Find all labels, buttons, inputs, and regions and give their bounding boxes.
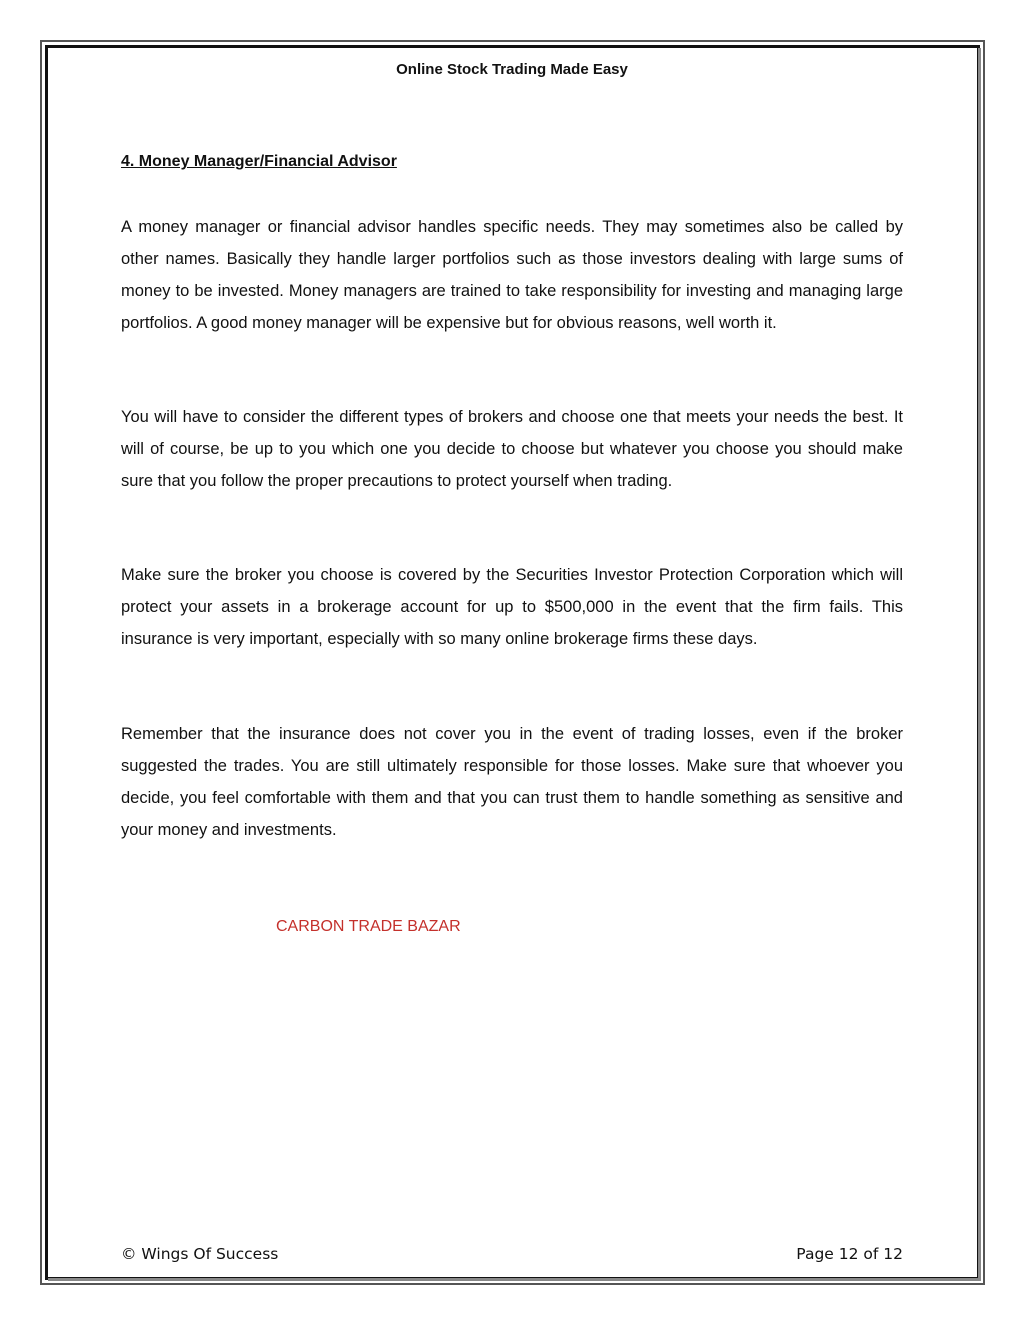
section-heading: 4. Money Manager/Financial Advisor <box>121 153 397 170</box>
body-paragraph: A money manager or financial advisor handles specific needs. They may sometimes also be called by other names. Basically they handle larger portfolios such as those investors dealing with large sums of money to be invested. Money managers are trained to take responsibility for investing and managing large portfolios. A good money manager will be expensive but for obvious reasons, well worth it. <box>121 218 903 332</box>
body-paragraph: Make sure the broker you choose is covered by the Securities Investor Protection Corporation which will protect your assets in a brokerage account for up to $500,000 in the event that the firm fails. This insurance is very important, especially with so many online brokerage firms these days. <box>121 566 903 648</box>
running-header: Online Stock Trading Made Easy <box>396 61 628 78</box>
footer-page-number: Page 12 of 12 <box>796 1245 903 1263</box>
body-paragraph: Remember that the insurance does not cover you in the event of trading losses, even if the broker suggested the trades. You are still ultimately responsible for those losses. Make sure that whoever you decide, you feel comfortable with them and that you can trust them to handle something as sensitive and your money and investments. <box>121 725 903 839</box>
body-paragraph: You will have to consider the different types of brokers and choose one that meets your needs the best. It will of course, be up to you which one you decide to choose but whatever you choose you should make sure that you follow the proper precautions to protect yourself when trading. <box>121 408 903 490</box>
watermark-link[interactable]: CARBON TRADE BAZAR <box>276 918 461 935</box>
footer-copyright: © Wings Of Success <box>121 1245 279 1263</box>
